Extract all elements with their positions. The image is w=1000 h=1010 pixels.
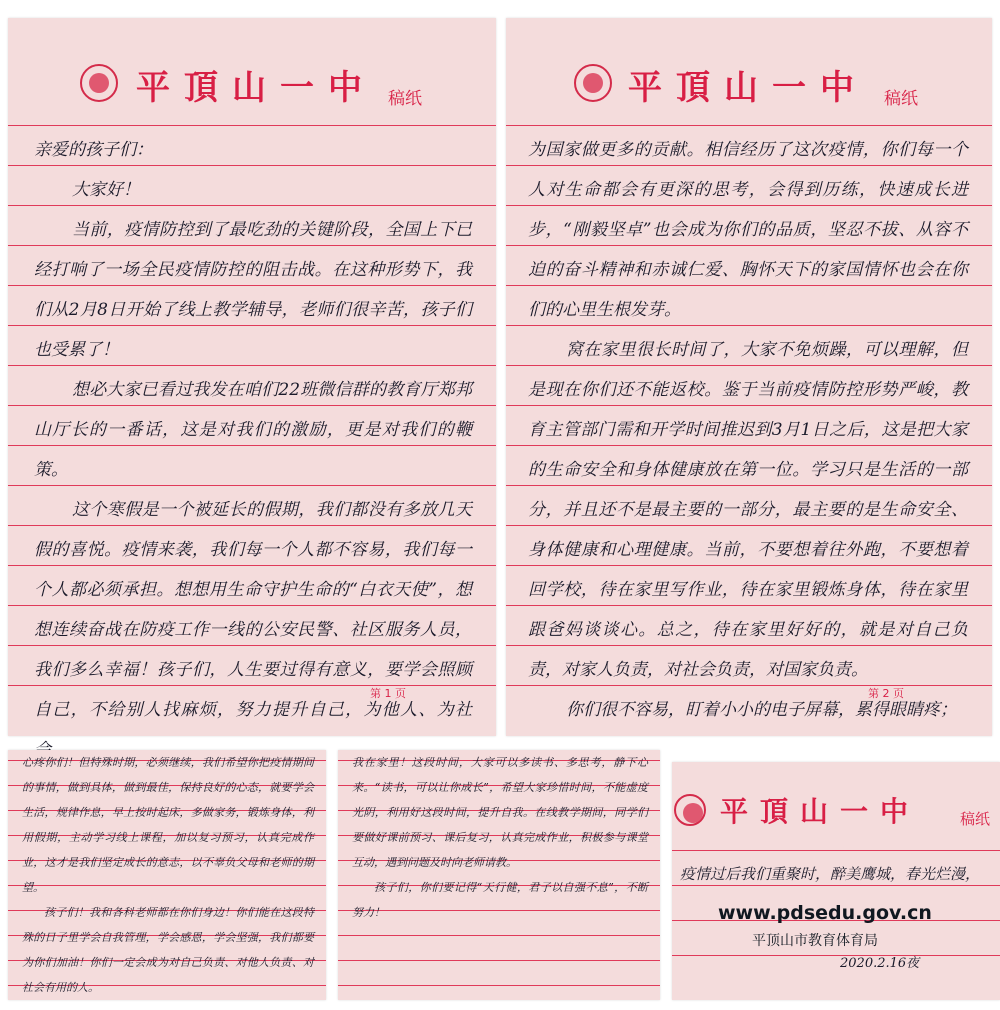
paper-label: 稿纸	[960, 810, 991, 828]
paragraph: 当前，疫情防控到了最吃劲的关键阶段，全国上下已经打响了一场全民疫情防控的阻击战。在这种形势下，我们从2月8日开始了线上教学辅导，老师们很辛苦，孩子们也受累了！	[34, 220, 472, 360]
letter-page-5-crop	[672, 762, 1000, 1000]
paragraph: 窝在家里很长时间了，大家不免烦躁，可以理解，但是现在你们还不能返校。鉴于当前疫情防控形势严峻，教育主管部门需和开学时间推迟到3月1日之后，这是把大家的生命安全和身体健康放在第一位。学习只是生活的一部分，并且还不是最主要的一部分，最主要的是生命安全、身体健康和心理健康。当前，不要想着往外跑，不要想着回学校，待在家里写作业，待在家里锻炼身体，待在家里跟爸妈谈谈心。总之，待在家里好好的，就是对自己负责，对家人负责，对社会负责，对国家负责。	[528, 340, 968, 680]
paragraph: 为国家做更多的贡献。相信经历了这次疫情，你们每一个人对生命都会有更深的思考，会得到历练，快速成长进步，“刚毅坚卓”也会成为你们的品质，坚忍不拔、从容不迫的奋斗精神和赤诚仁爱、胸怀天下的家国情怀也会在你们的心里生根发芽。	[528, 140, 968, 320]
signature-date: 2020.2.16夜	[840, 956, 920, 971]
school-name: 平頂山一中	[720, 795, 921, 828]
letter-text-3	[22, 750, 314, 998]
greeting: 亲爱的孩子们：	[34, 140, 153, 160]
letter-page-4-crop	[338, 750, 660, 1000]
school-logo-icon	[80, 64, 118, 102]
watermark-org: 平顶山市教育体育局	[752, 933, 878, 949]
paragraph: 想必大家已看过我发在咱们22班微信群的教育厅郑邦山厅长的一番话，这是对我们的激励，更是对我们的鞭策。	[34, 380, 472, 480]
school-logo-icon	[674, 794, 706, 826]
letter-page-2	[506, 18, 992, 736]
letter-text-5	[680, 858, 996, 898]
page-number: 第 2 页	[868, 687, 904, 700]
paragraph: 这个寒假是一个被延长的假期，我们都没有多放几天假的喜悦。疫情来袭，我们每一个人都不容易，我们每一个人都必须承担。想想用生命守护生命的“白衣天使”，想想连续奋战在防疫工作一线的公安民警、社区服务人员，我们多么幸福！孩子们，人生要过得有意义，要学会照顾自己，不给别人找麻烦，努力提升自己，为他人、为社	[34, 500, 472, 720]
paper-label: 稿纸	[388, 89, 422, 109]
paper-label: 稿纸	[884, 89, 918, 109]
paragraph: 我在家里！这段时间，大家可以多读书、多思考，静下心来。“读书，可以让你成长”，希望大家珍惜时间，不能虚度光阴，利用好这段时间，提升自我。在线教学期间，同学们要做好课前预习、课后复习，认真完成作业，积极参与课堂互动，遇到问题及时向老师请教。	[352, 756, 648, 869]
paragraph: 疫情过后我们重聚时，醉美鹰城，春光烂漫，	[680, 865, 981, 883]
hello-line: 大家好！	[72, 180, 140, 200]
school-logo-icon	[574, 64, 612, 102]
page-number: 第 1 页	[370, 687, 406, 700]
paragraph: 心疼你们！但特殊时期，必须继续，我们希望你把疫情期间的事情，做到具体，做到最佳，保持良好的心态，就要学会生活，规律作息，早上按时起床，多做家务，锻炼身体，利用假期，主动学习线上课程，加以复习预习，认真完成作业，这才是我们坚定成长的意志，以不辜负父母和老师的期望。	[22, 756, 314, 894]
letter-page-1	[8, 18, 496, 736]
letter-text-4	[352, 750, 648, 998]
paragraph: 孩子们，你们要记得“天行健，君子以自强不息”，不断努力！	[352, 881, 648, 919]
paragraph: 孩子们！我和各科老师都在你们身边！你们能在这段特殊的日子里学会自我管理，学会感恩，学会坚强，我们都要为你们加油！你们一定会成为对自己负责、对他人负责、对社会有用的人。	[22, 906, 314, 994]
watermark-url: www.pdsedu.gov.cn	[718, 902, 932, 924]
letter-page-3-crop	[8, 750, 326, 1000]
school-name: 平頂山一中	[136, 68, 376, 108]
school-name: 平頂山一中	[628, 68, 868, 108]
paragraph: 你们很不容易，盯着小小的电子屏幕，累得眼睛疼；	[566, 700, 957, 720]
